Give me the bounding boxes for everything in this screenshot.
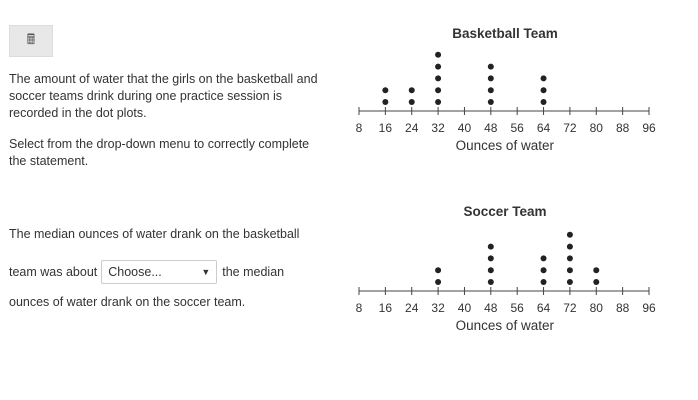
basketball-tick-label-64: 64	[536, 121, 551, 135]
basketball-tick-label-24: 24	[405, 121, 419, 135]
soccer-x-axis-label: Ounces of water	[455, 318, 554, 333]
soccer-tick-label-40: 40	[457, 301, 472, 315]
basketball-dot-32-5	[435, 52, 441, 58]
soccer-tick-label-64: 64	[536, 301, 551, 315]
statement-line-3: ounces of water drank on the soccer team.	[9, 295, 246, 309]
soccer-tick-label-72: 72	[563, 301, 577, 315]
basketball-dot-48-3	[488, 75, 494, 81]
soccer-dot-48-3	[488, 255, 494, 261]
statement-after-dropdown: the median	[222, 264, 285, 279]
soccer-dot-64-1	[541, 279, 547, 285]
soccer-dot-72-5	[567, 232, 573, 238]
basketball-dot-32-4	[435, 64, 441, 70]
soccer-tick-label-48: 48	[484, 301, 498, 315]
soccer-tick-label-24: 24	[405, 301, 419, 315]
basketball-tick-label-16: 16	[378, 121, 393, 135]
soccer-dot-72-4	[567, 244, 573, 250]
basketball-tick-label-40: 40	[457, 121, 472, 135]
basketball-dot-16-1	[382, 99, 388, 105]
basketball-tick-label-48: 48	[484, 121, 498, 135]
soccer-dot-48-2	[488, 267, 494, 273]
soccer-tick-label-88: 88	[615, 301, 630, 315]
basketball-tick-label-32: 32	[431, 121, 445, 135]
basketball-dot-16-2	[382, 87, 388, 93]
basketball-x-axis-label: Ounces of water	[455, 138, 554, 153]
soccer-tick-label-8: 8	[355, 301, 363, 315]
basketball-tick-label-96: 96	[642, 121, 656, 135]
soccer-chart-title: Soccer Team	[463, 204, 547, 219]
calculator-icon: 🖩	[26, 31, 36, 47]
basketball-tick-label-72: 72	[563, 121, 577, 135]
soccer-dot-48-4	[488, 244, 494, 250]
statement-line-1: The median ounces of water drank on the basketball	[9, 227, 300, 241]
basketball-dot-32-3	[435, 75, 441, 81]
soccer-tick-label-16: 16	[378, 301, 393, 315]
basketball-tick-label-56: 56	[510, 121, 524, 135]
basketball-chart-title: Basketball Team	[452, 26, 558, 41]
basketball-tick-label-8: 8	[355, 121, 363, 135]
soccer-tick-label-32: 32	[431, 301, 445, 315]
basketball-tick-label-88: 88	[615, 121, 630, 135]
instruction-text: Select from the drop-down menu to correctly complete the statement.	[9, 137, 310, 168]
dropdown-selected-value: Choose...	[108, 264, 162, 279]
basketball-tick-label-80: 80	[589, 121, 603, 135]
soccer-dot-80-1	[593, 279, 599, 285]
soccer-dot-32-1	[435, 279, 441, 285]
statement-before-dropdown: team was about	[9, 264, 98, 279]
soccer-tick-label-56: 56	[510, 301, 524, 315]
soccer-tick-label-80: 80	[589, 301, 603, 315]
intro-text: The amount of water that the girls on the basketball and soccer teams drink during one practice session is recorded in the dot plots.	[9, 72, 318, 120]
soccer-dot-72-3	[567, 255, 573, 261]
basketball-dot-48-2	[488, 87, 494, 93]
soccer-dot-64-3	[541, 255, 547, 261]
soccer-dot-80-2	[593, 267, 599, 273]
soccer-dot-32-2	[435, 267, 441, 273]
soccer-dot-72-1	[567, 279, 573, 285]
basketball-dot-48-1	[488, 99, 494, 105]
basketball-dot-32-1	[435, 99, 441, 105]
soccer-dot-48-1	[488, 279, 494, 285]
basketball-dot-32-2	[435, 87, 441, 93]
basketball-dot-24-2	[409, 87, 415, 93]
basketball-dot-24-1	[409, 99, 415, 105]
basketball-dot-64-2	[541, 87, 547, 93]
soccer-dot-64-2	[541, 267, 547, 273]
basketball-dot-64-1	[541, 99, 547, 105]
basketball-dot-48-4	[488, 64, 494, 70]
soccer-tick-label-96: 96	[642, 301, 656, 315]
basketball-dot-64-3	[541, 75, 547, 81]
soccer-dot-72-2	[567, 267, 573, 273]
chevron-down-icon: ▼	[201, 266, 211, 277]
